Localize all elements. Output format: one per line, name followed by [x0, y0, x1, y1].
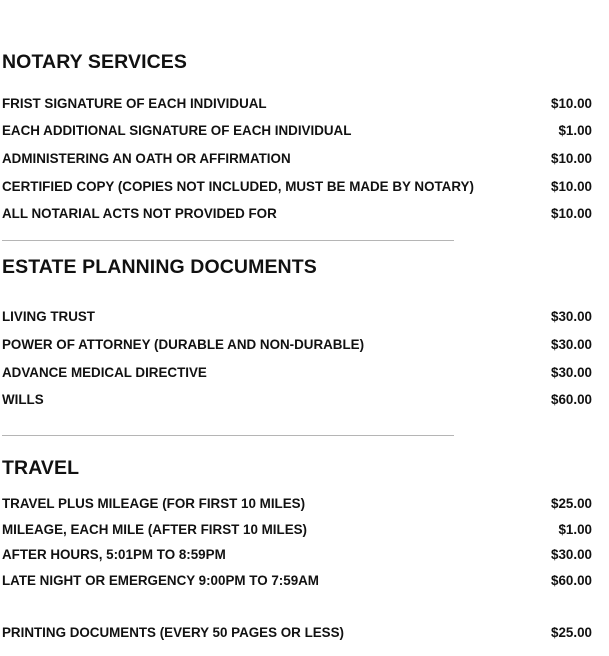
price-row	[2, 364, 592, 382]
service-label: LATE NIGHT OR EMERGENCY 9:00PM TO 7:59AM	[2, 573, 319, 588]
section-title-travel: TRAVEL	[2, 457, 80, 479]
service-label: AFTER HOURS, 5:01PM TO 8:59PM	[2, 547, 226, 562]
service-label: EACH ADDITIONAL SIGNATURE OF EACH INDIVIDUAL	[2, 123, 352, 138]
service-price: $30.00	[551, 309, 592, 324]
service-label: FRIST SIGNATURE OF EACH INDIVIDUAL	[2, 96, 267, 111]
service-price: $1.00	[558, 522, 592, 537]
service-price: $25.00	[551, 496, 592, 511]
price-row	[2, 95, 592, 113]
price-row	[2, 150, 592, 168]
service-label: TRAVEL PLUS MILEAGE (FOR FIRST 10 MILES)	[2, 496, 306, 511]
service-price: $30.00	[551, 337, 592, 352]
service-label: ADVANCE MEDICAL DIRECTIVE	[2, 365, 207, 380]
service-label: ADMINISTERING AN OATH OR AFFIRMATION	[2, 151, 291, 166]
section-title-estate-planning: ESTATE PLANNING DOCUMENTS	[2, 256, 317, 278]
service-price: $60.00	[551, 573, 592, 588]
service-price: $10.00	[551, 96, 592, 111]
service-label: LIVING TRUST	[2, 309, 95, 324]
service-label: MILEAGE, EACH MILE (AFTER FIRST 10 MILES)	[2, 522, 308, 537]
service-label: ALL NOTARIAL ACTS NOT PROVIDED FOR	[2, 206, 277, 221]
price-row	[2, 308, 592, 326]
price-row-printing	[2, 624, 592, 642]
section-divider	[2, 240, 454, 241]
price-row	[2, 205, 592, 223]
service-price: $25.00	[551, 625, 592, 640]
service-price: $1.00	[558, 123, 592, 138]
price-row	[2, 495, 592, 513]
service-price: $10.00	[551, 151, 592, 166]
service-label: WILLS	[2, 392, 44, 407]
section-divider	[2, 435, 454, 436]
price-row	[2, 572, 592, 590]
service-label: CERTIFIED COPY (COPIES NOT INCLUDED, MUST BE MADE BY NOTARY)	[2, 179, 474, 194]
price-row	[2, 521, 592, 539]
price-row	[2, 122, 592, 140]
service-price: $10.00	[551, 179, 592, 194]
price-row	[2, 546, 592, 564]
price-row	[2, 336, 592, 354]
service-price: $30.00	[551, 365, 592, 380]
service-price: $10.00	[551, 206, 592, 221]
section-title-notary-services: NOTARY SERVICES	[2, 51, 187, 73]
price-row	[2, 391, 592, 409]
price-row	[2, 178, 592, 196]
service-price: $30.00	[551, 547, 592, 562]
service-label: POWER OF ATTORNEY (DURABLE AND NON-DURABLE)	[2, 337, 365, 352]
service-label: PRINTING DOCUMENTS (EVERY 50 PAGES OR LESS)	[2, 625, 345, 640]
service-price: $60.00	[551, 392, 592, 407]
